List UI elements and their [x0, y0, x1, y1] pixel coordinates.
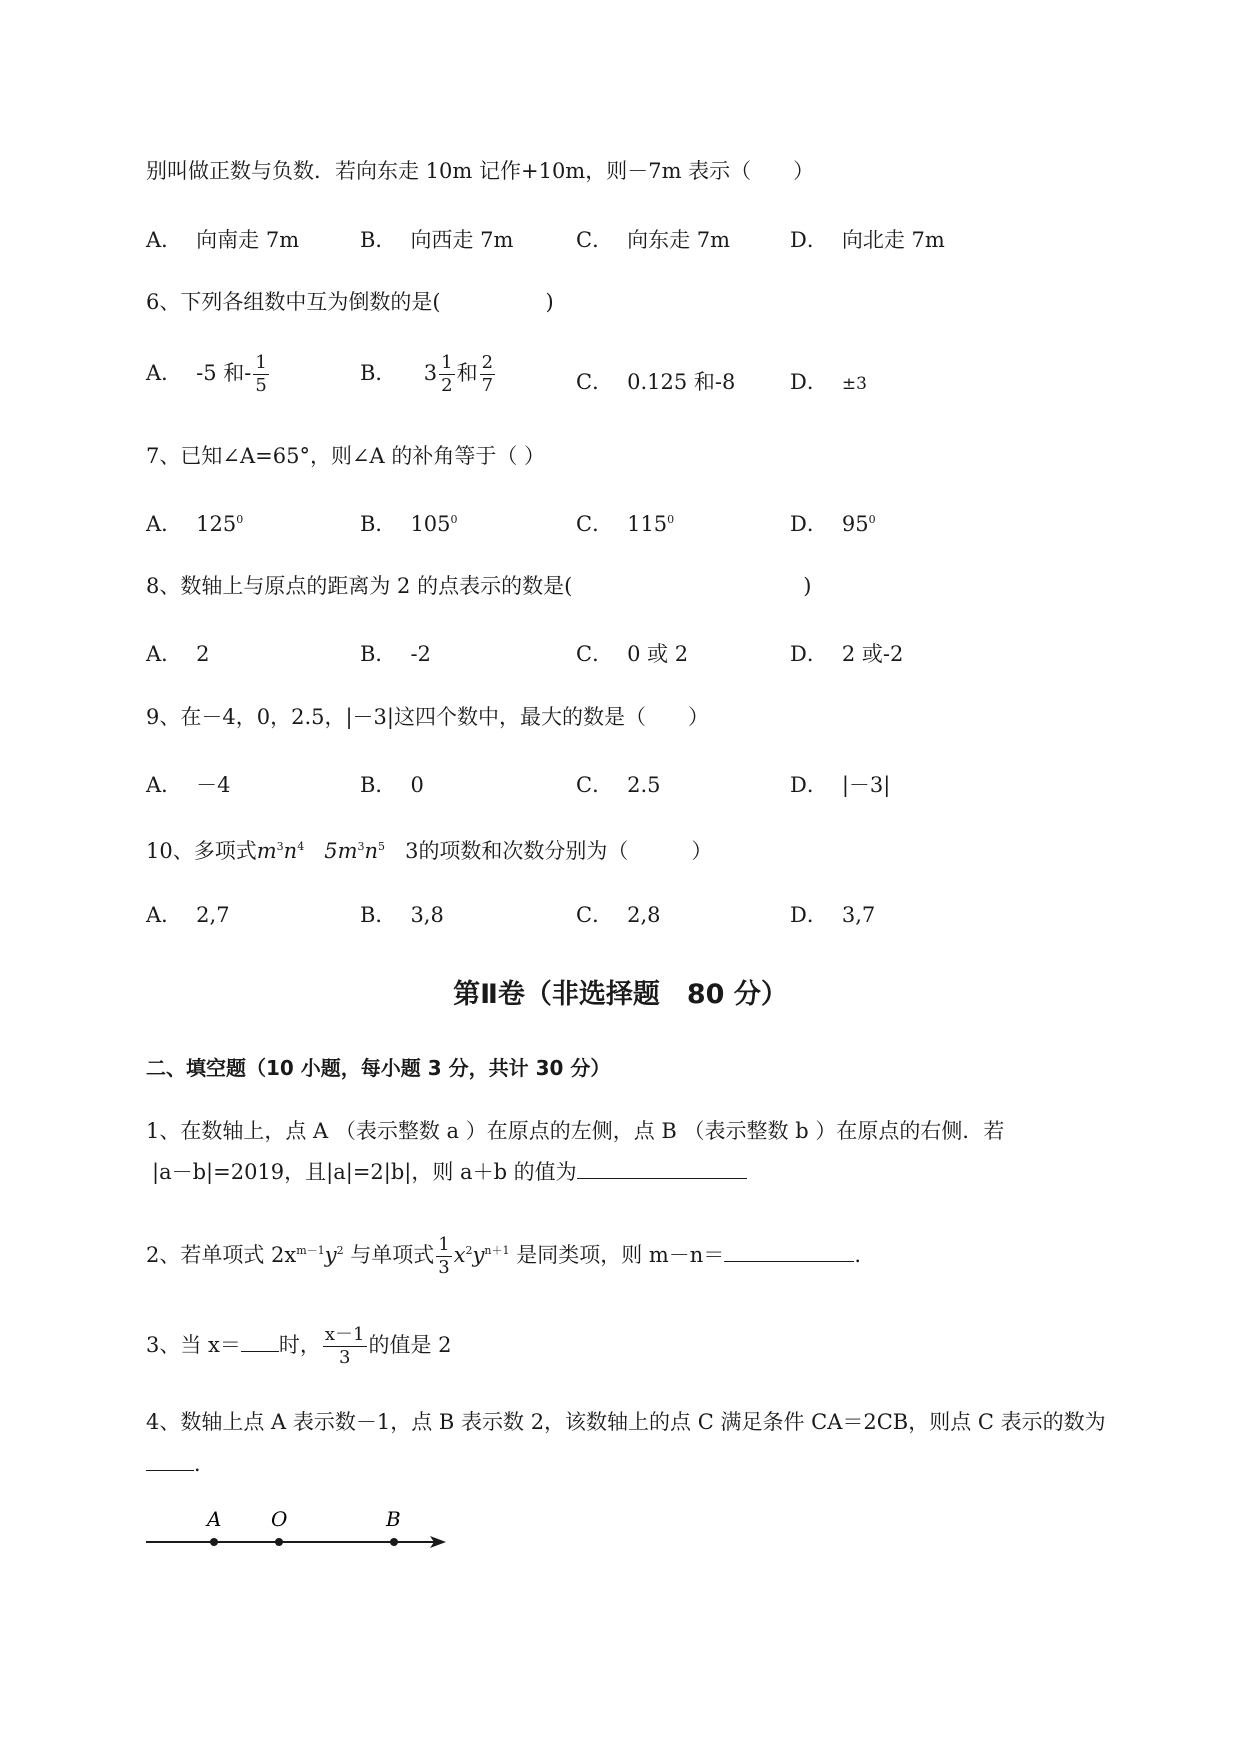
f3-line: 3、当 x＝ 时， $\frac{x-1}{3}$ 的值是 2 [146, 1324, 452, 1368]
f4-line1: 4、数轴上点 A 表示数－1，点 B 表示数 2，该数轴上的点 C 满足条件 CA＝2CB，则点 C 表示的数为 [146, 1410, 1106, 1434]
q8-option-b[interactable]: B． -2 [360, 642, 431, 666]
number-line-figure [146, 1500, 456, 1560]
q5-option-c[interactable]: C． 向东走 7m [576, 228, 731, 252]
fraction: $\frac{1}{3}$ [438, 1234, 450, 1278]
q5-stem: 别叫做正数与负数．若向东走 10m 记作+10m，则－7m 表示（ ） [146, 159, 815, 183]
q7-stem: 7、已知∠A=65°，则∠A 的补角等于（ ） [146, 444, 546, 468]
f2-line: 2、若单项式 $2x^{m-1}y^2$ 与单项式 $\frac{1}{3}$ $x^2y^{n+1}$ 是同类项，则 m－n＝ . [146, 1234, 861, 1278]
answer-blank[interactable] [241, 1331, 279, 1352]
q10-option-b[interactable]: B． 3,8 [360, 903, 444, 927]
point-o-label: O [271, 1507, 288, 1531]
point-b-label: B [386, 1507, 401, 1531]
q8-option-d[interactable]: D． 2 或-2 [790, 642, 904, 666]
q7-option-a[interactable]: A． $125^0$ [146, 512, 244, 536]
q6-option-c[interactable]: C． 0.125 和-8 [576, 370, 736, 394]
q8-stem: 8、数轴上与原点的距离为 2 的点表示的数是( ) [146, 574, 812, 598]
q6-option-b[interactable]: B． 3 $\frac{1}{2}$ 和 $\frac{2}{7}$ [360, 352, 494, 396]
q10-stem: 10、多项式$m^3n^4$ $5m^3n^5$ 3的项数和次数分别为（ ） [146, 839, 713, 863]
fraction: $\frac{1}{2}$ [441, 352, 453, 396]
q9-option-c[interactable]: C． 2.5 [576, 773, 661, 797]
point-b-dot [390, 1538, 398, 1546]
answer-blank[interactable] [724, 1241, 854, 1262]
q5-option-d[interactable]: D． 向北走 7m [790, 228, 945, 252]
section-title: 第Ⅱ卷（非选择题 80 分） [453, 979, 788, 1010]
fraction: $\frac{x-1}{3}$ [324, 1324, 365, 1368]
part-heading: 二、填空题（10 小题，每小题 3 分，共计 30 分） [146, 1056, 611, 1080]
f4-line2: ． [146, 1450, 215, 1478]
q8-option-c[interactable]: C． 0 或 2 [576, 642, 689, 666]
q8-option-a[interactable]: A． 2 [146, 642, 210, 666]
f1-line1: 1、在数轴上，点 A （表示整数 a ）在原点的左侧，点 B （表示整数 b ）在原点的右侧．若 [146, 1119, 1005, 1143]
point-a-label: A [207, 1507, 222, 1531]
q9-option-b[interactable]: B． 0 [360, 773, 424, 797]
q5-option-a[interactable]: A． 向南走 7m [146, 228, 300, 252]
q7-option-c[interactable]: C． $115^0$ [576, 512, 675, 536]
q9-option-d[interactable]: D． |－3| [790, 773, 891, 797]
answer-blank[interactable] [577, 1158, 747, 1179]
f1-line2: |a－b|=2019，且|a|=2|b|，则 a＋b 的值为 [152, 1158, 747, 1186]
fraction: $\frac{2}{7}$ [481, 352, 494, 396]
point-o-dot [275, 1538, 283, 1546]
q5-option-b[interactable]: B． 向西走 7m [360, 228, 514, 252]
q9-stem: 9、在－4，0，2.5，|－3|这四个数中，最大的数是（ ） [146, 705, 709, 729]
q6-stem: 6、下列各组数中互为倒数的是( ) [146, 290, 554, 314]
q9-option-a[interactable]: A． －4 [146, 773, 231, 797]
answer-blank[interactable] [146, 1450, 194, 1471]
q7-option-b[interactable]: B． $105^0$ [360, 512, 458, 536]
q10-option-c[interactable]: C． 2,8 [576, 903, 661, 927]
point-a-dot [210, 1538, 218, 1546]
q6-option-d[interactable]: D． ±3 [790, 370, 867, 394]
q10-option-d[interactable]: D． 3,7 [790, 903, 876, 927]
q10-option-a[interactable]: A． 2,7 [146, 903, 230, 927]
fraction: $\frac{1}{5}$ [255, 352, 267, 396]
q7-option-d[interactable]: D． $95^0$ [790, 512, 876, 536]
q6-option-a[interactable]: A． -5 和- $\frac{1}{5}$ [146, 352, 267, 396]
